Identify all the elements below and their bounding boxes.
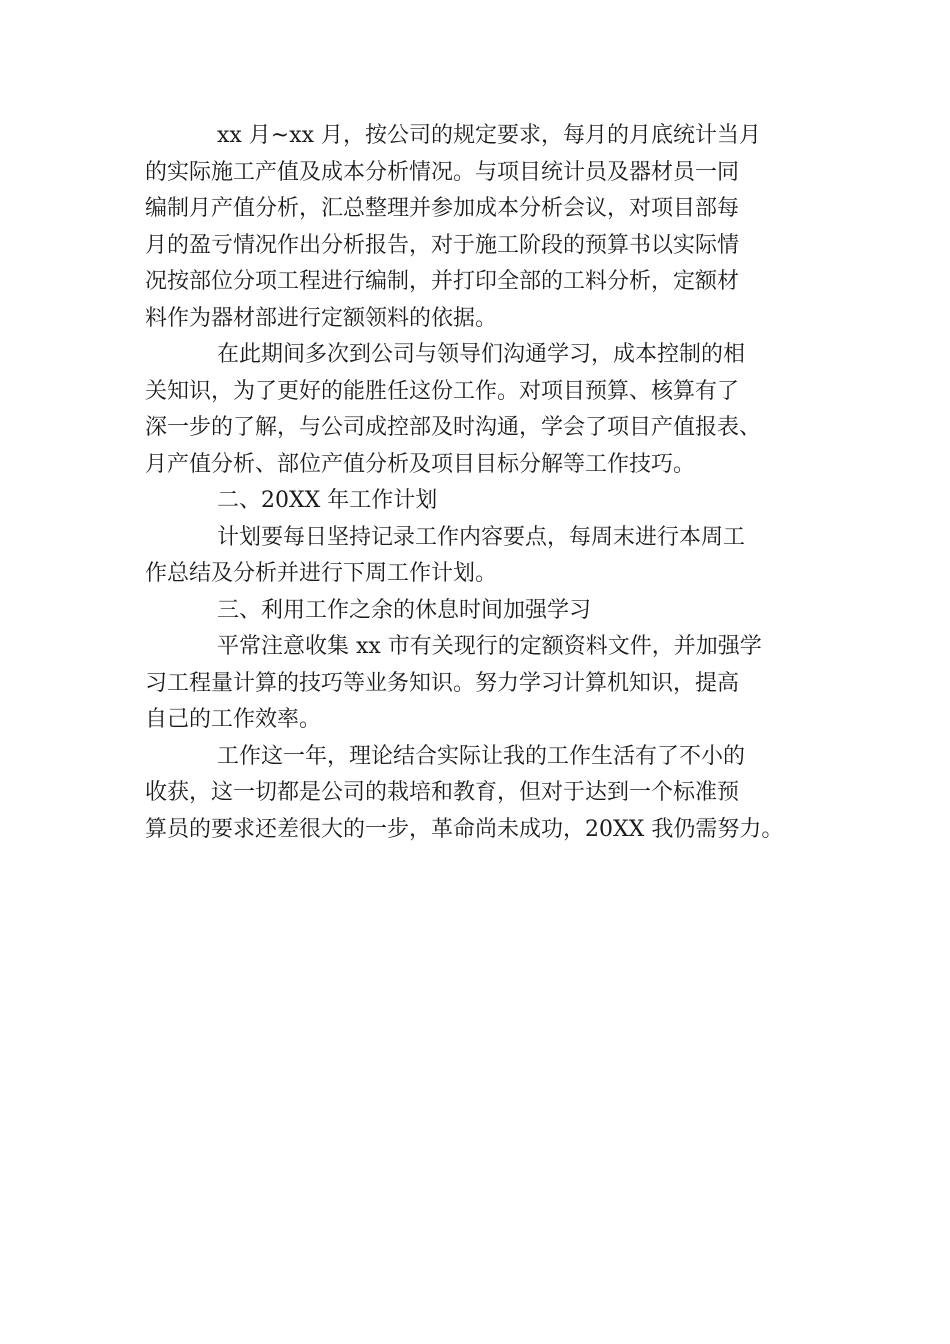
text-line: 的实际施工产值及成本分析情况。与项目统计员及器材员一同 bbox=[145, 159, 740, 185]
text-line: 习工程量计算的技巧等业务知识。努力学习计算机知识，提高 bbox=[145, 670, 740, 696]
document-body bbox=[145, 118, 805, 848]
text-line: 编制月产值分析，汇总整理并参加成本分析会议，对项目部每 bbox=[145, 196, 740, 221]
paragraph-work-plan bbox=[145, 520, 805, 593]
text-line: 深一步的了解，与公司成控部及时沟通，学会了项目产值报表、 bbox=[145, 415, 762, 440]
paragraph-conclusion bbox=[145, 739, 805, 849]
paragraph-learning bbox=[145, 337, 805, 483]
text-line: 算员的要求还差很大的一步，革命尚未成功，20XX 我仍需努力。 bbox=[145, 816, 784, 842]
text-line: 自己的工作效率。 bbox=[145, 707, 322, 732]
text-line: 在此期间多次到公司与领导们沟通学习，成本控制的相 bbox=[217, 342, 746, 367]
text-line: 月的盈亏情况作出分析报告，对于施工阶段的预算书以实际情 bbox=[145, 232, 740, 258]
text-line: 收获，这一切都是公司的栽培和教育，但对于达到一个标准预 bbox=[145, 780, 740, 805]
text-line: 况按部位分项工程进行编制，并打印全部的工料分析，定额材 bbox=[145, 269, 740, 294]
paragraph-monthly-work bbox=[145, 118, 805, 337]
text-line: 计划要每日坚持记录工作内容要点，每周末进行本周工 bbox=[217, 524, 746, 550]
text-line: 工作这一年，理论结合实际让我的工作生活有了不小的 bbox=[217, 743, 746, 769]
text-line: 月产值分析、部位产值分析及项目目标分解等工作技巧。 bbox=[145, 451, 696, 477]
text-line: 平常注意收集 xx 市有关现行的定额资料文件，并加强学 bbox=[217, 634, 762, 659]
text-line: xx 月~xx 月，按公司的规定要求，每月的月底统计当月 bbox=[217, 123, 762, 148]
text-line: 作总结及分析并进行下周工作计划。 bbox=[145, 561, 498, 586]
text-line: 关知识，为了更好的能胜任这份工作。对项目预算、核算有了 bbox=[145, 378, 740, 404]
section-heading: 三、利用工作之余的休息时间加强学习 bbox=[217, 597, 592, 623]
section-heading-study bbox=[145, 593, 805, 630]
section-heading-work-plan bbox=[145, 483, 805, 520]
paragraph-study bbox=[145, 629, 805, 739]
section-heading: 二、20XX 年工作计划 bbox=[217, 488, 438, 513]
text-line: 料作为器材部进行定额领料的依据。 bbox=[145, 305, 498, 331]
